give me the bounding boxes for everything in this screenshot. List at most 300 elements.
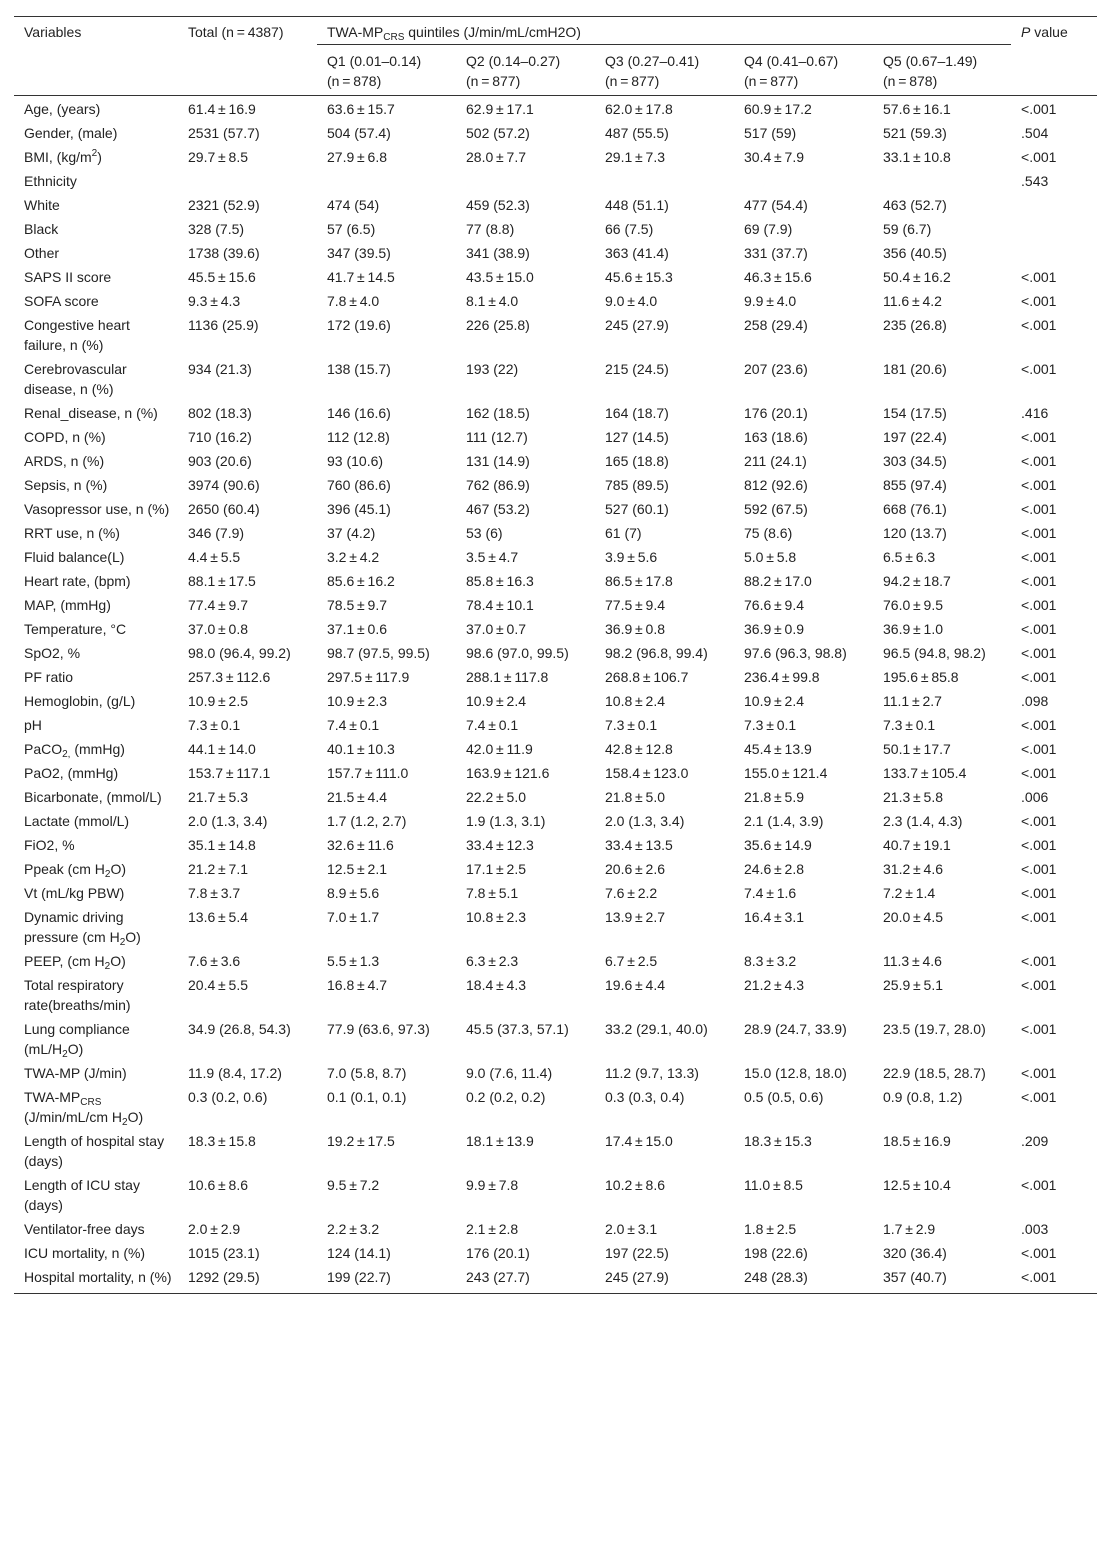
quintile-count: (n = 877) — [605, 73, 660, 89]
cell-q3: 19.6 ± 4.4 — [605, 977, 665, 993]
cell-q2: 53 (6) — [466, 525, 503, 541]
cell-q3: 448 (51.1) — [605, 197, 669, 213]
cell-p-value: <.001 — [1021, 361, 1057, 377]
row-label: Hemoglobin, (g/L) — [24, 693, 136, 709]
cell-total: 328 (7.5) — [188, 221, 245, 237]
cell-total: 710 (16.2) — [188, 429, 252, 445]
cell-total: 1136 (25.9) — [188, 317, 259, 333]
cell-p-value: <.001 — [1021, 501, 1057, 517]
cell-q4: 155.0 ± 121.4 — [744, 765, 828, 781]
cell-q4: 592 (67.5) — [744, 501, 808, 517]
table-row — [14, 833, 1097, 857]
cell-q2: 8.1 ± 4.0 — [466, 293, 519, 309]
cell-q5: 521 (59.3) — [883, 125, 947, 141]
table-body — [14, 96, 1097, 1294]
cell-total: 9.3 ± 4.3 — [188, 293, 241, 309]
row-label: COPD, n (%) — [24, 429, 106, 445]
table-row — [14, 569, 1097, 593]
cell-q4: 76.6 ± 9.4 — [744, 597, 804, 613]
table-row — [14, 265, 1097, 289]
cell-p-value: <.001 — [1021, 453, 1057, 469]
cell-q5: 23.5 (19.7, 28.0) — [883, 1021, 986, 1037]
row-label: Lactate (mmol/L) — [24, 813, 130, 829]
cell-q3: 363 (41.4) — [605, 245, 669, 261]
cell-p-value — [1011, 217, 1097, 241]
cell-q5: 25.9 ± 5.1 — [883, 977, 943, 993]
row-label: Renal_disease, n (%) — [24, 405, 158, 421]
row-label: Heart rate, (bpm) — [24, 573, 131, 589]
table-row — [14, 1217, 1097, 1241]
cell-q1: 7.4 ± 0.1 — [327, 717, 380, 733]
cell-p-value: <.001 — [1021, 293, 1057, 309]
header-p-value — [1011, 17, 1097, 96]
label-subscript: CRS — [80, 1097, 102, 1108]
cell-q3 — [595, 169, 734, 193]
table-row — [14, 857, 1097, 881]
cell-q1: 112 (12.8) — [327, 429, 390, 445]
cell-q4: 2.1 (1.4, 3.9) — [744, 813, 824, 829]
cell-p-value: <.001 — [1021, 621, 1057, 637]
cell-q4: 198 (22.6) — [744, 1245, 808, 1261]
cell-q2: 33.4 ± 12.3 — [466, 837, 534, 853]
cell-q4: 88.2 ± 17.0 — [744, 573, 812, 589]
cell-q5: 235 (26.8) — [883, 317, 947, 333]
cell-q1: 9.5 ± 7.2 — [327, 1177, 380, 1193]
table-row — [14, 425, 1097, 449]
cell-p-value: <.001 — [1021, 1177, 1057, 1193]
cell-q2: 162 (18.5) — [466, 405, 530, 421]
cell-q3: 20.6 ± 2.6 — [605, 861, 665, 877]
cell-total: 153.7 ± 117.1 — [188, 765, 271, 781]
table-row — [14, 401, 1097, 425]
cell-q1: 347 (39.5) — [327, 245, 391, 261]
cell-q3: 268.8 ± 106.7 — [605, 669, 689, 685]
table-row — [14, 497, 1097, 521]
cell-q5: 11.3 ± 4.6 — [883, 953, 942, 969]
cell-q2: 9.0 (7.6, 11.4) — [466, 1065, 553, 1081]
cell-p-value: .098 — [1021, 693, 1049, 709]
cell-q3: 245 (27.9) — [605, 317, 669, 333]
cell-q5: 356 (40.5) — [883, 245, 947, 261]
cell-q5: 120 (13.7) — [883, 525, 947, 541]
cell-q4 — [734, 169, 873, 193]
label-superscript: 2 — [91, 148, 98, 159]
cell-q4: 11.0 ± 8.5 — [744, 1177, 803, 1193]
row-label: Age, (years) — [24, 101, 101, 117]
row-label: Gender, (male) — [24, 125, 118, 141]
cell-p-value: <.001 — [1021, 525, 1057, 541]
cell-q1: 16.8 ± 4.7 — [327, 977, 387, 993]
cell-q3: 10.2 ± 8.6 — [605, 1177, 665, 1193]
header-group-post: quintiles (J/min/mL/cmH2O) — [404, 24, 581, 40]
cell-q1: 37.1 ± 0.6 — [327, 621, 387, 637]
cell-q5: 0.9 (0.8, 1.2) — [883, 1089, 963, 1105]
cell-q5: 195.6 ± 85.8 — [883, 669, 959, 685]
cell-q3: 785 (89.5) — [605, 477, 669, 493]
cell-q1: 7.8 ± 4.0 — [327, 293, 380, 309]
cell-total: 77.4 ± 9.7 — [188, 597, 248, 613]
table-row — [14, 1061, 1097, 1085]
cell-p-value: <.001 — [1021, 549, 1057, 565]
header-variables: Variables — [14, 17, 178, 96]
row-label: MAP, (mmHg) — [24, 597, 111, 613]
cell-q2: 18.4 ± 4.3 — [466, 977, 526, 993]
header-p-italic: P — [1021, 24, 1031, 40]
cell-q3: 7.3 ± 0.1 — [605, 717, 658, 733]
label-text: TWA-MP — [24, 1089, 81, 1105]
baseline-characteristics-table — [14, 16, 1097, 1294]
label-text: PEEP, (cm H — [24, 953, 105, 969]
cell-q1: 138 (15.7) — [327, 361, 391, 377]
cell-q5: 76.0 ± 9.5 — [883, 597, 943, 613]
cell-total: 7.6 ± 3.6 — [188, 953, 241, 969]
cell-p-value: <.001 — [1021, 977, 1057, 993]
cell-q1: 32.6 ± 11.6 — [327, 837, 394, 853]
table-row — [14, 193, 1097, 217]
cell-q3: 215 (24.5) — [605, 361, 669, 377]
cell-q2: 10.9 ± 2.4 — [466, 693, 526, 709]
cell-q2: 18.1 ± 13.9 — [466, 1133, 534, 1149]
cell-q2: 243 (27.7) — [456, 1265, 595, 1294]
cell-q4: 45.4 ± 13.9 — [744, 741, 812, 757]
table-row — [14, 1265, 1097, 1294]
table-row — [14, 545, 1097, 569]
cell-q3: 17.4 ± 15.0 — [605, 1133, 673, 1149]
row-label — [14, 949, 178, 973]
cell-total: 4.4 ± 5.5 — [188, 549, 241, 565]
cell-p-value: .543 — [1021, 173, 1049, 189]
cell-q1: 98.7 (97.5, 99.5) — [327, 645, 430, 661]
cell-q3: 527 (60.1) — [605, 501, 669, 517]
label-text: Dynamic driving pressure (cm H — [24, 909, 124, 945]
table-row — [14, 449, 1097, 473]
table-row — [14, 949, 1097, 973]
cell-q2: 17.1 ± 2.5 — [466, 861, 526, 877]
label-text: Lung compliance (mL/H — [24, 1021, 130, 1057]
cell-q2: 7.8 ± 5.1 — [466, 885, 519, 901]
cell-total: 34.9 (26.8, 54.3) — [188, 1021, 291, 1037]
cell-q3: 61 (7) — [605, 525, 642, 541]
cell-q3: 0.3 (0.3, 0.4) — [605, 1089, 685, 1105]
cell-q4: 248 (28.3) — [734, 1265, 873, 1294]
cell-q5: 2.3 (1.4, 4.3) — [883, 813, 963, 829]
cell-q5: 36.9 ± 1.0 — [883, 621, 943, 637]
cell-q2: 28.0 ± 7.7 — [466, 149, 526, 165]
cell-q5: 59 (6.7) — [883, 221, 932, 237]
cell-q2: 502 (57.2) — [466, 125, 530, 141]
cell-q1: 7.0 (5.8, 8.7) — [327, 1065, 407, 1081]
cell-q1: 7.0 ± 1.7 — [327, 909, 380, 925]
quintile-range: Q2 (0.14–0.27) — [466, 53, 561, 69]
cell-q3: 10.8 ± 2.4 — [605, 693, 665, 709]
cell-q4: 10.9 ± 2.4 — [744, 693, 804, 709]
table-row — [14, 881, 1097, 905]
cell-q2: 98.6 (97.0, 99.5) — [466, 645, 569, 661]
cell-p-value: .504 — [1021, 125, 1049, 141]
header-group-sub: CRS — [383, 32, 405, 43]
cell-q4: 8.3 ± 3.2 — [744, 953, 797, 969]
row-label: ARDS, n (%) — [24, 453, 105, 469]
row-label: SAPS II score — [24, 269, 112, 285]
cell-q1: 93 (10.6) — [327, 453, 384, 469]
cell-total — [178, 169, 317, 193]
cell-q5: 357 (40.7) — [873, 1265, 1011, 1294]
cell-q1: 5.5 ± 1.3 — [327, 953, 380, 969]
cell-q5: 20.0 ± 4.5 — [883, 909, 943, 925]
cell-q5: 18.5 ± 16.9 — [883, 1133, 951, 1149]
header-quintiles-group — [317, 17, 1011, 45]
cell-p-value: .416 — [1021, 405, 1049, 421]
cell-q4: 9.9 ± 4.0 — [744, 293, 797, 309]
row-label — [14, 1085, 178, 1129]
cell-q1: 12.5 ± 2.1 — [327, 861, 387, 877]
cell-total: 35.1 ± 14.8 — [188, 837, 256, 853]
cell-p-value: .209 — [1021, 1133, 1049, 1149]
cell-q4: 211 (24.1) — [744, 453, 807, 469]
label-subscript: 2 — [104, 869, 111, 880]
cell-total: 61.4 ± 16.9 — [188, 101, 256, 117]
label-subscript: 2 — [62, 1049, 68, 1060]
cell-q1: 199 (22.7) — [317, 1265, 456, 1294]
cell-total: 44.1 ± 14.0 — [188, 741, 256, 757]
row-label: PaO2, (mmHg) — [24, 765, 119, 781]
cell-q4: 258 (29.4) — [744, 317, 808, 333]
table-row — [14, 121, 1097, 145]
row-label: Ethnicity — [24, 173, 77, 189]
cell-q4: 477 (54.4) — [744, 197, 808, 213]
cell-total: 10.6 ± 8.6 — [188, 1177, 248, 1193]
cell-q4: 5.0 ± 5.8 — [744, 549, 797, 565]
quintile-range: Q5 (0.67–1.49) — [883, 53, 978, 69]
table-row — [14, 289, 1097, 313]
cell-q1: 37 (4.2) — [327, 525, 376, 541]
cell-p-value: <.001 — [1021, 837, 1057, 853]
cell-q3: 487 (55.5) — [605, 125, 669, 141]
cell-q4: 69 (7.9) — [744, 221, 793, 237]
cell-q1: 124 (14.1) — [327, 1245, 391, 1261]
cell-q2: 37.0 ± 0.7 — [466, 621, 526, 637]
table-row — [14, 1017, 1097, 1061]
cell-total: 1292 (29.5) — [178, 1265, 317, 1294]
cell-p-value: <.001 — [1021, 741, 1057, 757]
cell-q5: 40.7 ± 19.1 — [883, 837, 951, 853]
cell-q2: 0.2 (0.2, 0.2) — [466, 1089, 546, 1105]
cell-q4: 16.4 ± 3.1 — [744, 909, 804, 925]
cell-p-value: <.001 — [1021, 669, 1057, 685]
header-quintile-3 — [595, 45, 734, 96]
table-row — [14, 809, 1097, 833]
row-label: Length of hospital stay (days) — [24, 1133, 165, 1169]
table-row — [14, 761, 1097, 785]
cell-q2: 288.1 ± 117.8 — [466, 669, 549, 685]
cell-p-value: <.001 — [1021, 717, 1057, 733]
cell-q5: 855 (97.4) — [883, 477, 947, 493]
header-quintile-2 — [456, 45, 595, 96]
cell-q4: 331 (37.7) — [744, 245, 808, 261]
row-label: pH — [24, 717, 42, 733]
cell-q5: 21.3 ± 5.8 — [883, 789, 943, 805]
cell-q1: 40.1 ± 10.3 — [327, 741, 395, 757]
row-label: FiO2, % — [24, 837, 75, 853]
cell-q4: 176 (20.1) — [744, 405, 808, 421]
cell-p-value: <.001 — [1021, 1065, 1057, 1081]
cell-q4: 28.9 (24.7, 33.9) — [744, 1021, 847, 1037]
cell-q5: 668 (76.1) — [883, 501, 947, 517]
cell-total: 7.8 ± 3.7 — [188, 885, 241, 901]
cell-q2: 22.2 ± 5.0 — [466, 789, 526, 805]
cell-q3: 13.9 ± 2.7 — [605, 909, 665, 925]
cell-p-value: <.001 — [1021, 909, 1057, 925]
cell-total: 37.0 ± 0.8 — [188, 621, 248, 637]
cell-q3: 9.0 ± 4.0 — [605, 293, 658, 309]
row-label: Hospital mortality, n (%) — [14, 1265, 178, 1294]
cell-q1: 57 (6.5) — [327, 221, 376, 237]
cell-p-value: <.001 — [1021, 149, 1057, 165]
table-row — [14, 689, 1097, 713]
cell-q1: 10.9 ± 2.3 — [327, 693, 387, 709]
table-row — [14, 905, 1097, 949]
row-label — [14, 145, 178, 169]
cell-p-value: <.001 — [1021, 645, 1057, 661]
table-row — [14, 357, 1097, 401]
cell-p-value: .003 — [1021, 1221, 1049, 1237]
cell-q2: 1.9 (1.3, 3.1) — [466, 813, 546, 829]
quintile-count: (n = 878) — [883, 73, 938, 89]
cell-q5: 303 (34.5) — [883, 453, 947, 469]
cell-q1: 8.9 ± 5.6 — [327, 885, 380, 901]
row-label: White — [24, 197, 60, 213]
table-row — [14, 1241, 1097, 1265]
cell-p-value: <.001 — [1021, 813, 1057, 829]
cell-q3: 42.8 ± 12.8 — [605, 741, 673, 757]
cell-q3: 164 (18.7) — [605, 405, 669, 421]
table-row — [14, 785, 1097, 809]
cell-total: 3974 (90.6) — [188, 477, 260, 493]
cell-q4: 163 (18.6) — [744, 429, 808, 445]
cell-total: 934 (21.3) — [188, 361, 252, 377]
cell-q1: 41.7 ± 14.5 — [327, 269, 395, 285]
table-row — [14, 169, 1097, 193]
cell-q3: 33.4 ± 13.5 — [605, 837, 673, 853]
cell-q5: 11.6 ± 4.2 — [883, 293, 942, 309]
cell-q3: 36.9 ± 0.8 — [605, 621, 665, 637]
cell-q3: 45.6 ± 15.3 — [605, 269, 673, 285]
cell-p-value: <.001 — [1021, 317, 1057, 333]
label-text: (J/min/mL/cm H — [24, 1109, 122, 1125]
cell-total: 13.6 ± 5.4 — [188, 909, 248, 925]
cell-q2: 62.9 ± 17.1 — [466, 101, 534, 117]
table-row — [14, 737, 1097, 761]
cell-p-value: <.001 — [1021, 597, 1057, 613]
cell-q4: 21.2 ± 4.3 — [744, 977, 804, 993]
cell-q1: 19.2 ± 17.5 — [327, 1133, 395, 1149]
cell-p-value: <.001 — [1021, 573, 1057, 589]
cell-p-value: <.001 — [1021, 861, 1057, 877]
cell-q1: 21.5 ± 4.4 — [327, 789, 387, 805]
cell-q2: 42.0 ± 11.9 — [466, 741, 533, 757]
cell-q1: 172 (19.6) — [327, 317, 391, 333]
cell-q2 — [456, 169, 595, 193]
cell-q5: 50.1 ± 17.7 — [883, 741, 951, 757]
label-subscript: 2 — [119, 937, 126, 948]
row-label — [14, 1017, 178, 1061]
quintile-range: Q4 (0.41–0.67) — [744, 53, 839, 69]
table-row — [14, 973, 1097, 1017]
cell-total: 802 (18.3) — [188, 405, 252, 421]
cell-q1 — [317, 169, 456, 193]
cell-q2: 77 (8.8) — [466, 221, 515, 237]
cell-q5: 181 (20.6) — [883, 361, 947, 377]
table-row — [14, 145, 1097, 169]
cell-total: 2321 (52.9) — [188, 197, 260, 213]
cell-q3: 66 (7.5) — [605, 221, 654, 237]
cell-q1: 146 (16.6) — [327, 405, 391, 421]
label-text: PaCO — [24, 741, 63, 757]
cell-q1: 77.9 (63.6, 97.3) — [327, 1021, 430, 1037]
header-total: Total (n = 4387) — [178, 17, 317, 96]
cell-p-value: <.001 — [1021, 885, 1057, 901]
cell-q5: 31.2 ± 4.6 — [883, 861, 943, 877]
cell-q2: 459 (52.3) — [466, 197, 530, 213]
table-header — [14, 17, 1097, 96]
table-row — [14, 1173, 1097, 1217]
cell-q5: 50.4 ± 16.2 — [883, 269, 951, 285]
cell-total: 0.3 (0.2, 0.6) — [188, 1089, 268, 1105]
cell-q4: 75 (8.6) — [744, 525, 793, 541]
cell-q3: 165 (18.8) — [605, 453, 669, 469]
cell-q3: 158.4 ± 123.0 — [605, 765, 689, 781]
cell-q3: 2.0 (1.3, 3.4) — [605, 813, 685, 829]
cell-q1: 396 (45.1) — [327, 501, 391, 517]
cell-total: 10.9 ± 2.5 — [188, 693, 248, 709]
cell-q5: 133.7 ± 105.4 — [883, 765, 967, 781]
cell-q2: 9.9 ± 7.8 — [466, 1177, 519, 1193]
row-label: Total respiratory rate(breaths/min) — [24, 977, 131, 1013]
cell-q4: 35.6 ± 14.9 — [744, 837, 812, 853]
cell-q1: 157.7 ± 111.0 — [327, 765, 409, 781]
row-label: TWA-MP (J/min) — [24, 1065, 127, 1081]
cell-q4: 7.3 ± 0.1 — [744, 717, 797, 733]
cell-p-value: <.001 — [1021, 1245, 1057, 1261]
quintile-range: Q1 (0.01–0.14) — [327, 53, 422, 69]
cell-q5: 94.2 ± 18.7 — [883, 573, 951, 589]
cell-total: 903 (20.6) — [188, 453, 252, 469]
row-label: Temperature, °C — [24, 621, 127, 637]
cell-q5 — [873, 169, 1011, 193]
cell-total: 1738 (39.6) — [188, 245, 260, 261]
table-row — [14, 473, 1097, 497]
row-label: Fluid balance(L) — [24, 549, 125, 565]
cell-total: 29.7 ± 8.5 — [188, 149, 248, 165]
cell-q5: 22.9 (18.5, 28.7) — [883, 1065, 986, 1081]
cell-q5: 12.5 ± 10.4 — [883, 1177, 951, 1193]
quintile-count: (n = 877) — [744, 73, 799, 89]
cell-q5: 33.1 ± 10.8 — [883, 149, 951, 165]
cell-total: 11.9 (8.4, 17.2) — [188, 1065, 282, 1081]
label-text: (mmHg) — [70, 741, 125, 757]
label-text: O) — [127, 1109, 144, 1125]
cell-total: 2.0 (1.3, 3.4) — [188, 813, 268, 829]
row-label — [14, 737, 178, 761]
row-label: Other — [24, 245, 60, 261]
table-row — [14, 313, 1097, 357]
cell-q4: 1.8 ± 2.5 — [744, 1221, 797, 1237]
cell-q2: 7.4 ± 0.1 — [466, 717, 519, 733]
cell-q4: 236.4 ± 99.8 — [744, 669, 820, 685]
cell-q2: 467 (53.2) — [466, 501, 530, 517]
cell-q2: 78.4 ± 10.1 — [466, 597, 534, 613]
cell-p-value: <.001 — [1021, 953, 1057, 969]
